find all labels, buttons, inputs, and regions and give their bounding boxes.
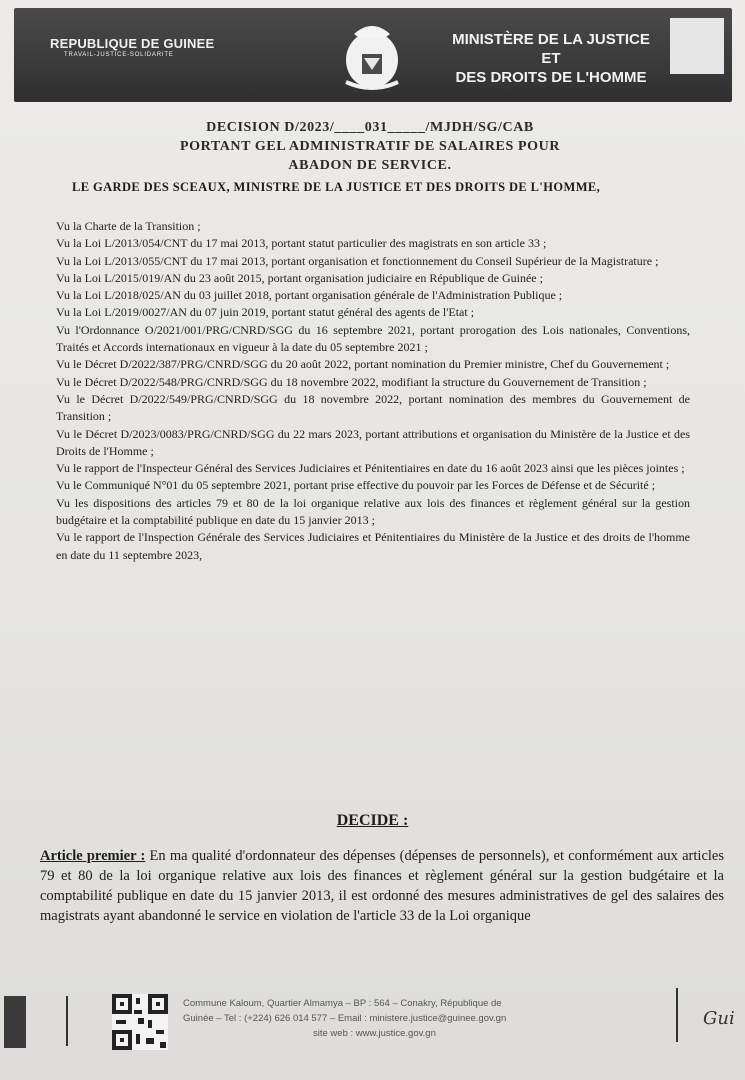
footer-logo: Gui bbox=[703, 1008, 735, 1029]
considerant: Vu le rapport de l'Inspecteur Général des Services Judiciaires et Pénitentiaires en date du 16 août 2023 ainsi que les pièces jointes ; bbox=[56, 461, 685, 476]
coat-of-arms-icon bbox=[332, 14, 412, 96]
decide-heading: DECIDE : bbox=[336, 812, 409, 829]
preamble: LE GARDE DES SCEAUX, MINISTRE DE LA JUSTICE ET DES DROITS DE L'HOMME, bbox=[72, 180, 601, 194]
country-block bbox=[50, 36, 214, 58]
considerant: Vu le Communiqué N°01 du 05 septembre 2021, portant prise effective du pouvoir par les Forces de Défense et de Sécurité ; bbox=[56, 478, 656, 493]
considerant: Vu le Décret D/2022/549/PRG/CNRD/SGG du 18 novembre 2022, portant nomination des membres du Gouvernement de Transition ; bbox=[56, 391, 690, 424]
footer-divider-left bbox=[66, 996, 68, 1046]
considerant: Vu la Charte de la Transition ; bbox=[56, 219, 201, 233]
article-label: Article premier : bbox=[40, 848, 146, 864]
considerant: Vu les dispositions des articles 79 et 80 de la loi organique relative aux lois des finances et règlement général sur la gestion budgétaire et la comptabilité publique en date du 15 janvier 2013 ; bbox=[56, 495, 690, 528]
article-text: En ma qualité d'ordonnateur des dépenses (dépenses de personnels), et conformément aux articles 79 et 80 de la loi organique relative aux lois des finances et règlement général sur la gestion budgétaire et la comptabilité publique en date du 15 janvier 2013, il est ordonné des mesures administratives de gel des salaires des magistrats ayant abandonné le service en violation de l'article 33 de la Loi organique bbox=[40, 848, 724, 924]
footer-address bbox=[183, 996, 663, 1041]
considerant: Vu la Loi L/2013/054/CNT du 17 mai 2013, portant statut particulier des magistrats en son article 33 ; bbox=[56, 236, 547, 251]
footer-address-line-1: Commune Kaloum, Quartier Almamya – BP : 564 – Conakry, République de bbox=[183, 998, 502, 1009]
ministry-name bbox=[446, 30, 656, 87]
footer-website: site web : www.justice.gov.gn bbox=[313, 1028, 436, 1039]
national-motto: TRAVAIL-JUSTICE-SOLIDARITE bbox=[64, 52, 174, 58]
considerant: Vu le rapport de l'Inspection Générale des Services Judiciaires et Pénitentiaires du Ministère de la Justice et des droits de l'homme en date du 11 septembre 2023, bbox=[56, 530, 690, 562]
country-name: REPUBLIQUE DE GUINEE bbox=[50, 36, 215, 51]
ministry-line-1: MINISTÈRE DE LA JUSTICE ET bbox=[452, 31, 650, 67]
letterhead-banner bbox=[14, 8, 732, 102]
considerant: Vu la Loi L/2018/025/AN du 03 juillet 2018, portant organisation générale de l'Administration Publique ; bbox=[56, 288, 563, 303]
article-premier bbox=[40, 846, 724, 926]
considerant: Vu le Décret D/2022/387/PRG/CNRD/SGG du 20 août 2022, portant nomination du Premier ministre, Chef du Gouvernement ; bbox=[56, 357, 670, 372]
considerant: Vu la Loi L/2019/0027/AN du 07 juin 2019, portant statut général des agents de l'Etat ; bbox=[56, 305, 475, 320]
considerant: Vu la Loi L/2015/019/AN du 23 août 2015, portant organisation judiciaire en République de Guinée ; bbox=[56, 270, 543, 285]
ministry-line-2: DES DROITS DE L'HOMME bbox=[455, 69, 647, 86]
flag-box bbox=[670, 18, 724, 74]
decision-title-line-1: PORTANT GEL ADMINISTRATIF DE SALAIRES POUR bbox=[179, 139, 561, 154]
considerant: Vu la Loi L/2013/055/CNT du 17 mai 2013, portant organisation et fonctionnement du Conseil Supérieur de la Magistrature ; bbox=[56, 253, 659, 268]
considerants-list bbox=[56, 218, 690, 564]
considerant: Vu l'Ordonnance O/2021/001/PRG/CNRD/SGG du 16 septembre 2021, portant prorogation des Lois nationales, Conventions, Traités et Accords internationaux en vigueur à la date du 05 septembre 2021 ; bbox=[56, 322, 690, 355]
considerant: Vu le Décret D/2022/548/PRG/CNRD/SGG du 18 novembre 2022, modifiant la structure du Gouvernement de Transition ; bbox=[56, 374, 647, 389]
considerant: Vu le Décret D/2023/0083/PRG/CNRD/SGG du 22 mars 2023, portant attributions et organisation du Ministère de la Justice et des Droits de l'Homme ; bbox=[56, 426, 690, 458]
decision-title-line-2: ABADON DE SERVICE. bbox=[288, 158, 452, 173]
decision-number: DECISION D/2023/____031_____/MJDH/SG/CAB bbox=[206, 120, 534, 135]
footer-divider-right bbox=[676, 988, 678, 1042]
footer-mark bbox=[4, 996, 26, 1048]
footer-address-line-2: Guinée – Tel : (+224) 626 014 577 – Email : ministere.justice@guinee.gov.gn bbox=[183, 1013, 507, 1024]
qr-code-icon bbox=[112, 994, 168, 1050]
